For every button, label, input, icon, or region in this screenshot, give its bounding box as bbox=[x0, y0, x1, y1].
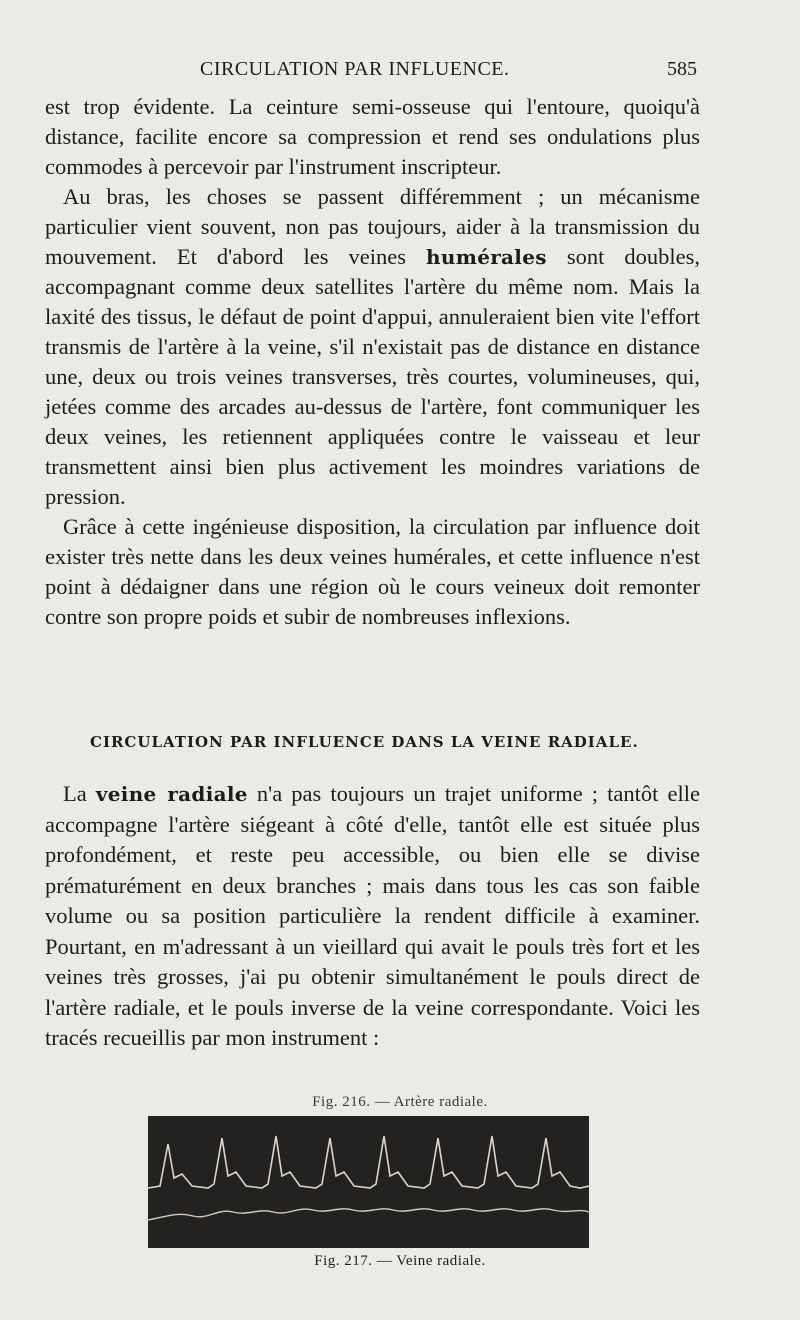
paragraph-2 bbox=[45, 182, 700, 512]
paragraph-4-text-b: n'a pas toujours un trajet uniforme ; tantôt elle accompagne l'artère siégeant à côté d'elle, tantôt elle est située plus profondément, et reste peu accessible, ou bien elle se divise prématurément en deux branches ; mais dans tous les cas son faible volume ou sa position particulière la rendent difficile à examiner. Pourtant, en m'adressant à un vieillard qui avait le pouls très fort et les veines très grosses, j'ai pu obtenir simultanément le pouls direct de l'artère radiale, et le pouls inverse de la veine correspondante. Voici les tracés recueillis par mon instrument : bbox=[45, 781, 700, 1050]
pulse-tracing-svg bbox=[148, 1116, 589, 1248]
paragraph-3: Grâce à cette ingénieuse disposition, la circulation par influence doit exister très nette dans les deux veines humérales, et cette influence n'est point à dédaigner dans une région où le cours veineux doit remonter contre son propre poids et subir de nombreuses inflexions. bbox=[45, 514, 700, 629]
emphasis-humerales: humérales bbox=[426, 245, 547, 269]
paragraph-1: est trop évidente. La ceinture semi-osseuse qui l'entoure, quoiqu'à distance, facilite encore sa compression et rend ses ondulations plus commodes à percevoir par l'instrument inscripteur. bbox=[45, 94, 700, 179]
venous-trace-line bbox=[148, 1209, 589, 1220]
paragraph-4-text-a: La bbox=[63, 781, 96, 806]
page-header bbox=[0, 58, 800, 88]
pulse-tracing-figure bbox=[148, 1116, 589, 1248]
running-head: CIRCULATION PAR INFLUENCE. bbox=[200, 58, 510, 80]
paragraph-4 bbox=[45, 779, 700, 1054]
arterial-trace-line bbox=[148, 1136, 589, 1188]
figure-216-caption: Fig. 216. — Artère radiale. bbox=[312, 1094, 488, 1110]
body-text-lower bbox=[45, 779, 700, 1054]
body-text-upper bbox=[45, 92, 700, 632]
figure-217-caption: Fig. 217. — Veine radiale. bbox=[314, 1253, 486, 1269]
emphasis-veine-radiale: veine radiale bbox=[95, 782, 248, 806]
paragraph-2-text-b: sont doubles, accompagnant comme deux satellites l'artère du même nom. Mais la laxité des tissus, le défaut de point d'appui, annuleraient bien vite l'effort transmis de l'artère à la veine, s'il n'existait pas de distance en distance une, deux ou trois veines transverses, très courtes, volumineuses, qui, jetées comme des arcades au-dessus de l'artère, font communiquer les deux veines, les retiennent appliquées contre le vaisseau et leur transmettent ainsi bien plus activement les moindres variations de pression. bbox=[45, 244, 700, 509]
page-number: 585 bbox=[667, 58, 697, 80]
paragraph-2-text-a: Au bras, les choses se passent différemment ; un mécanisme particulier vient souvent, non pas toujours, aider à la transmission du mouvement. Et d'abord les veines bbox=[45, 184, 700, 269]
section-title: CIRCULATION PAR INFLUENCE DANS LA VEINE RADIALE. bbox=[90, 733, 639, 751]
